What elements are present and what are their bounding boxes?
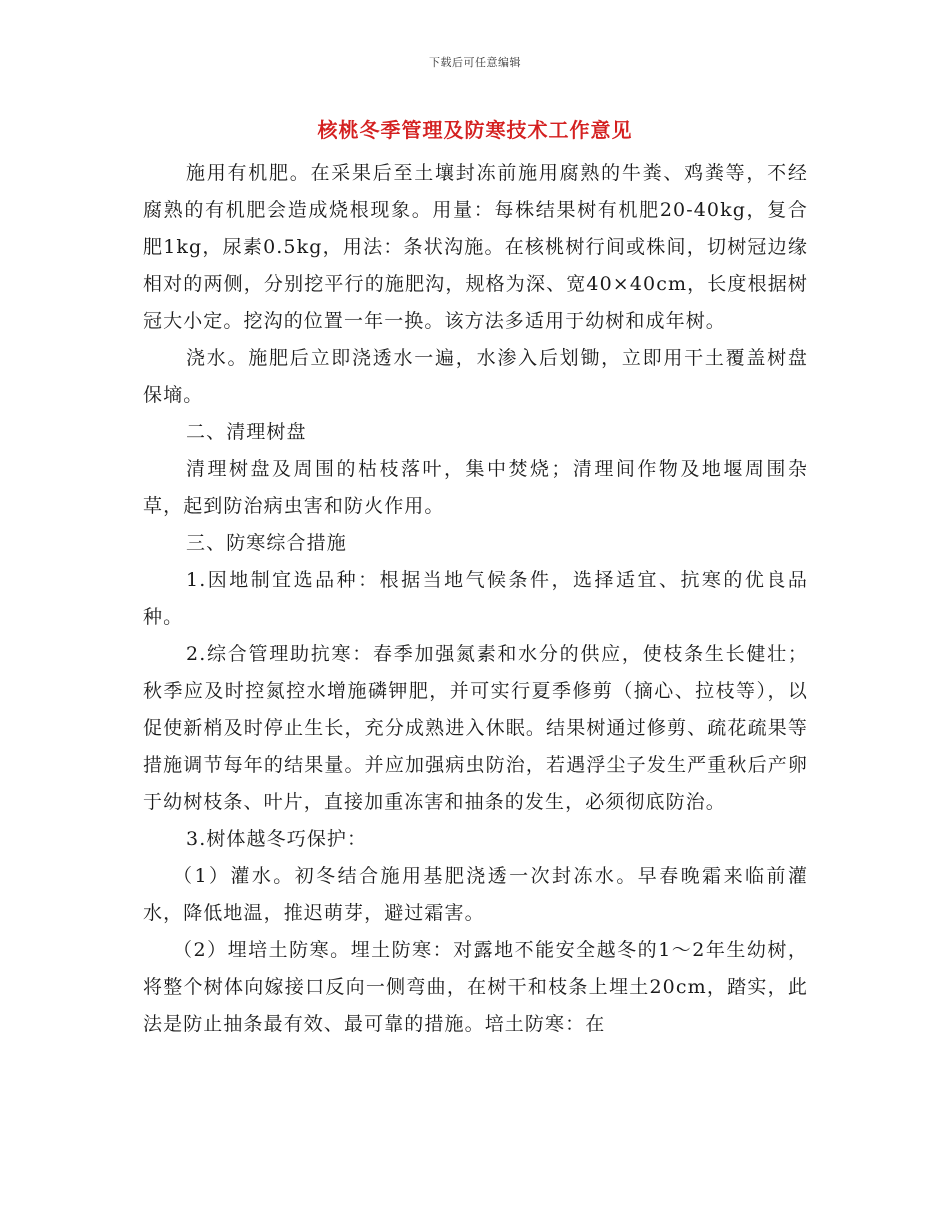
paragraph-soil-burial: （2）埋培土防寒。埋土防寒：对露地不能安全越冬的1～2年生幼树，将整个树体向嫁接口反向一侧弯曲，在树干和枝条上埋土20cm，踏实，此法是防止抽条最有效、最可靠的措施。培土防寒：在 [143,939,808,1035]
section-heading-clear-tree-plate: 二、清理树盘 [186,421,307,443]
paragraph-organic-fertilizer: 施用有机肥。在采果后至土壤封冻前施用腐熟的牛粪、鸡粪等，不经腐熟的有机肥会造成烧根现象。用量：每株结果树有机肥20-40kg，复合肥1kg，尿素0.5kg，用法：条状沟施。在核桃树行间或株间，切树冠边缘相对的两侧，分别挖平行的施肥沟，规格为深、宽40×40cm，长度根据树冠大小定。挖沟的位置一年一换。该方法多适用于幼树和成年树。 [143,162,808,332]
paragraph-variety-selection: 1.因地制宜选品种：根据当地气候条件，选择适宜、抗寒的优良品种。 [143,569,808,628]
document-title: 核桃冬季管理及防寒技术工作意见 [317,118,633,142]
paragraph-watering: 浇水。施肥后立即浇透水一遍，水渗入后划锄，立即用干土覆盖树盘保墒。 [143,347,808,406]
page-header-note: 下载后可任意编辑 [429,56,521,69]
paragraph-clear-tree-plate: 清理树盘及周围的枯枝落叶，集中焚烧；清理间作物及地堰周围杂草，起到防治病虫害和防火作用。 [143,458,808,517]
document-body [143,155,808,1043]
paragraph-irrigation: （1）灌水。初冬结合施用基肥浇透一次封冻水。早春晚霜来临前灌水，降低地温，推迟萌芽，避过霜害。 [143,865,808,924]
section-heading-cold-protection: 三、防寒综合措施 [186,532,347,554]
paragraph-tree-protection-heading: 3.树体越冬巧保护： [186,828,368,850]
paragraph-integrated-management: 2.综合管理助抗寒：春季加强氮素和水分的供应，使枝条生长健壮；秋季应及时控氮控水增施磷钾肥，并可实行夏季修剪（摘心、拉枝等），以促使新梢及时停止生长，充分成熟进入休眠。结果树通过修剪、疏花疏果等措施调节每年的结果量。并应加强病虫防治，若遇浮尘子发生严重秋后产卵于幼树枝条、叶片，直接加重冻害和抽条的发生，必须彻底防治。 [143,643,808,813]
